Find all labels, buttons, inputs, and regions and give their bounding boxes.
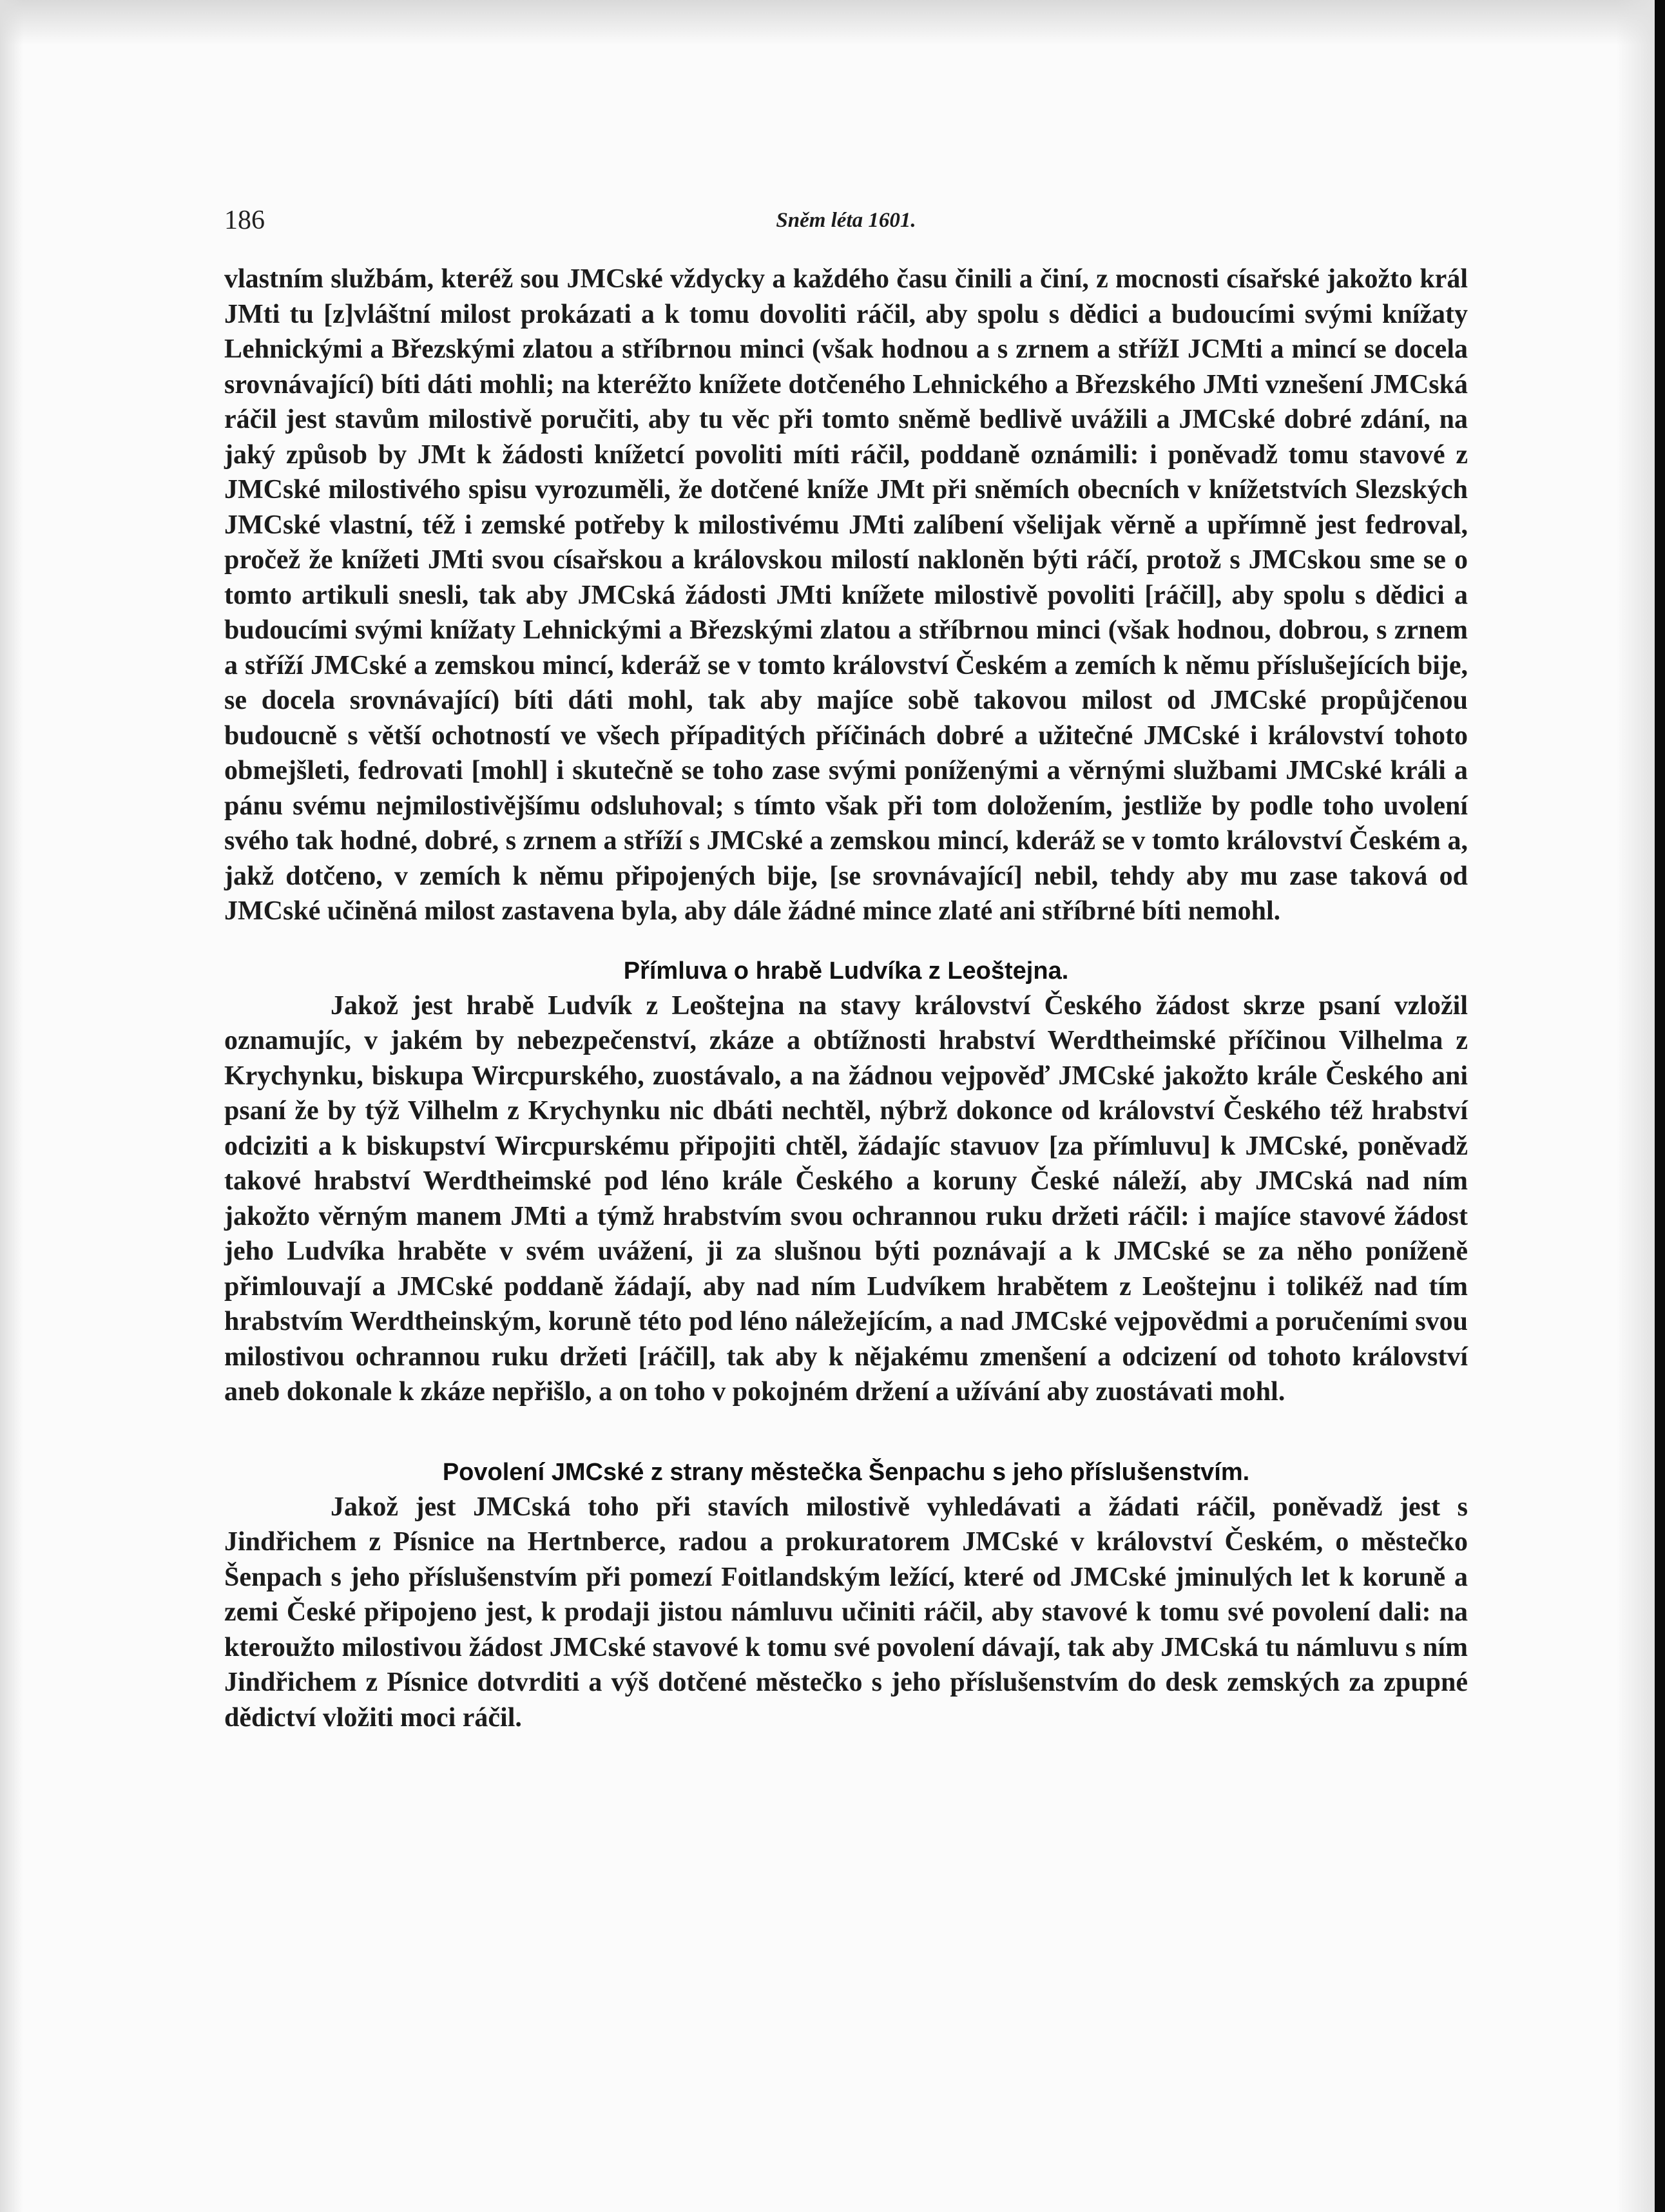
section-heading-senpach: Povolení JMCské z strany městečka Šenpachu s jeho příslušenstvím. — [442, 1458, 1250, 1486]
scan-shadow-top — [0, 0, 1665, 45]
scan-shadow-left — [0, 0, 23, 2212]
running-head — [224, 205, 1468, 250]
running-head-title: Sněm léta 1601. — [776, 209, 916, 232]
paragraph-senpach: Jakož jest JMCská toho při stavích milostivě vyhledávati a žádati ráčil, poněvadž jest s Jindřichem z Písnice na Hertnberce, radou a prokuratorem JMCské v království Českém, o městečko Šenpach s jeho příslušenstvím při pomezí Foitlandským ležící, které od JMCské jminulých let k koruně a zemi České připojeno jest, k prodaji jistou námluvu učiniti ráčil, aby stavové k tomu své povolení dali: na kteroužto milostivou žádost JMCské stavové k tomu své povolení dávají, tak aby JMCská tu námluvu s ním Jindřichem z Písnice dotvrditi a výš dotčené městečko s jeho příslušenstvím do desk zemských za zpupné dědictví vložiti moci ráčil. — [224, 1492, 1468, 1733]
paragraph-leostejn: Jakož jest hrabě Ludvík z Leoštejna na stavy království Českého žádost skrze psaní vzložil oznamujíc, v jakém by nebezpečenství, zkáze a obtížnosti hrabství Werdtheimské příčinou Vilhelma z Krychynku, biskupa Wircpurského, zuostávalo, a na žádnou vejpověď JMCské jakožto krále Českého ani psaní že by týž Vilhelm z Krychynku nic dbáti nechtěl, nýbrž dokonce od království Českého též hrabství odciziti a k biskupství Wircpurskému připojiti chtěl, žádajíc stavuov [za přímluvu] k JMCské, poněvadž takové hrabství Werdtheimské pod léno krále Českého a koruny České náleží, aby JMCská nad ním jakožto věrným manem JMti a týmž hrabstvím svou ochrannou ruku držeti ráčil: i majíce stavové žádost jeho Ludvíka hraběte v svém uvážení, ji za slušnou býti poznávají a k JMCské se za něho poníženě přimlouvají a JMCské poddaně žádají, aby nad ním Ludvíkem hrabětem z Leoštejnu i tolikéž nad tím hrabstvím Werdtheinským, koruně této pod léno náležejícím, a nad JMCské vejpovědmi a poručeními svou milostivou ochrannou ruku držeti [ráčil], tak aby k nějakému zmenšení a odcizení od tohoto království aneb dokonale k zkáze nepřišlo, a on toho v pokojném držení a užívání aby zuostávati mohl. — [224, 990, 1468, 1407]
section-heading-leostejn: Přímluva o hrabě Ludvíka z Leoštejna. — [623, 957, 1069, 985]
scan-edge-bar — [1655, 0, 1665, 2212]
page-content — [224, 205, 1468, 1735]
scan-shadow-right — [1616, 0, 1655, 2212]
page-number: 186 — [224, 206, 265, 235]
paragraph-continuation: vlastním službám, kteréž sou JMCské vždycky a každého času činili a činí, z mocnosti císařské jakožto král JMti tu [z]vláštní milost prokázati a k tomu dovoliti ráčil, aby spolu s dědici a budoucími svými knížaty Lehnickými a Březskými zlatou a stříbrnou minci (však hodnou a s zrnem a střížI JCMti a mincí se docela srovnávající) bíti dáti mohli; na kteréžto knížete dotčeného Lehnického a Březského JMti vznešení JMCská ráčil jest stavům milostivě poručiti, aby tu věc při tomto sněmě bedlivě uvážili a JMCské dobré zdání, na jaký způsob by JMt k žádosti knížetcí povoliti míti ráčil, poddaně oznámili: i poněvadž tomu stavové z JMCské milostivého spisu vyrozuměli, že dotčené kníže JMt při sněmích obecních v knížetstvích Slezských JMCské vlastní, též i zemské potřeby k milostivému JMti zalíbení všelijak věrně a upřímně jest fedroval, pročež že knížeti JMti svou císařskou a královskou milostí nakloněn býti ráčí, protož s JMCskou sme se o tomto artikuli snesli, tak aby JMCská žádosti JMti knížete milostivě povoliti [ráčil], aby spolu s dědici a budoucími svými knížaty Lehnickými a Březskými zlatou a stříbrnou minci (však hodnou, dobrou, s zrnem a stříží JMCské a zemskou mincí, kderáž se v tomto království Českém a zemích k němu příslušejících bije, se docela srovnávající) bíti dáti mohl, tak aby majíce sobě takovou milost od JMCské propůjčenou budoucně s větší ochotností ve všech případitých příčinách dobré a užitečné JMCské i království tohoto obmejšleti, fedrovati [mohl] i skutečně se toho zase svými poníženými a věrnými službami JMCské králi a pánu svému nejmilostivějšímu odsluhoval; s tímto však při tom doložením, jestliže by podle toho uvolení svého tak hodné, dobré, s zrnem a stříží s JMCské a zemskou mincí, kderáž se v tomto království Českém a, jakž dotčeno, v zemích k němu připojených bije, [se srovnávající] nebil, tehdy aby mu zase taková od JMCské učiněná milost zastavena byla, aby dále žádné mince zlaté ani stříbrné bíti nemohl. — [224, 264, 1468, 926]
